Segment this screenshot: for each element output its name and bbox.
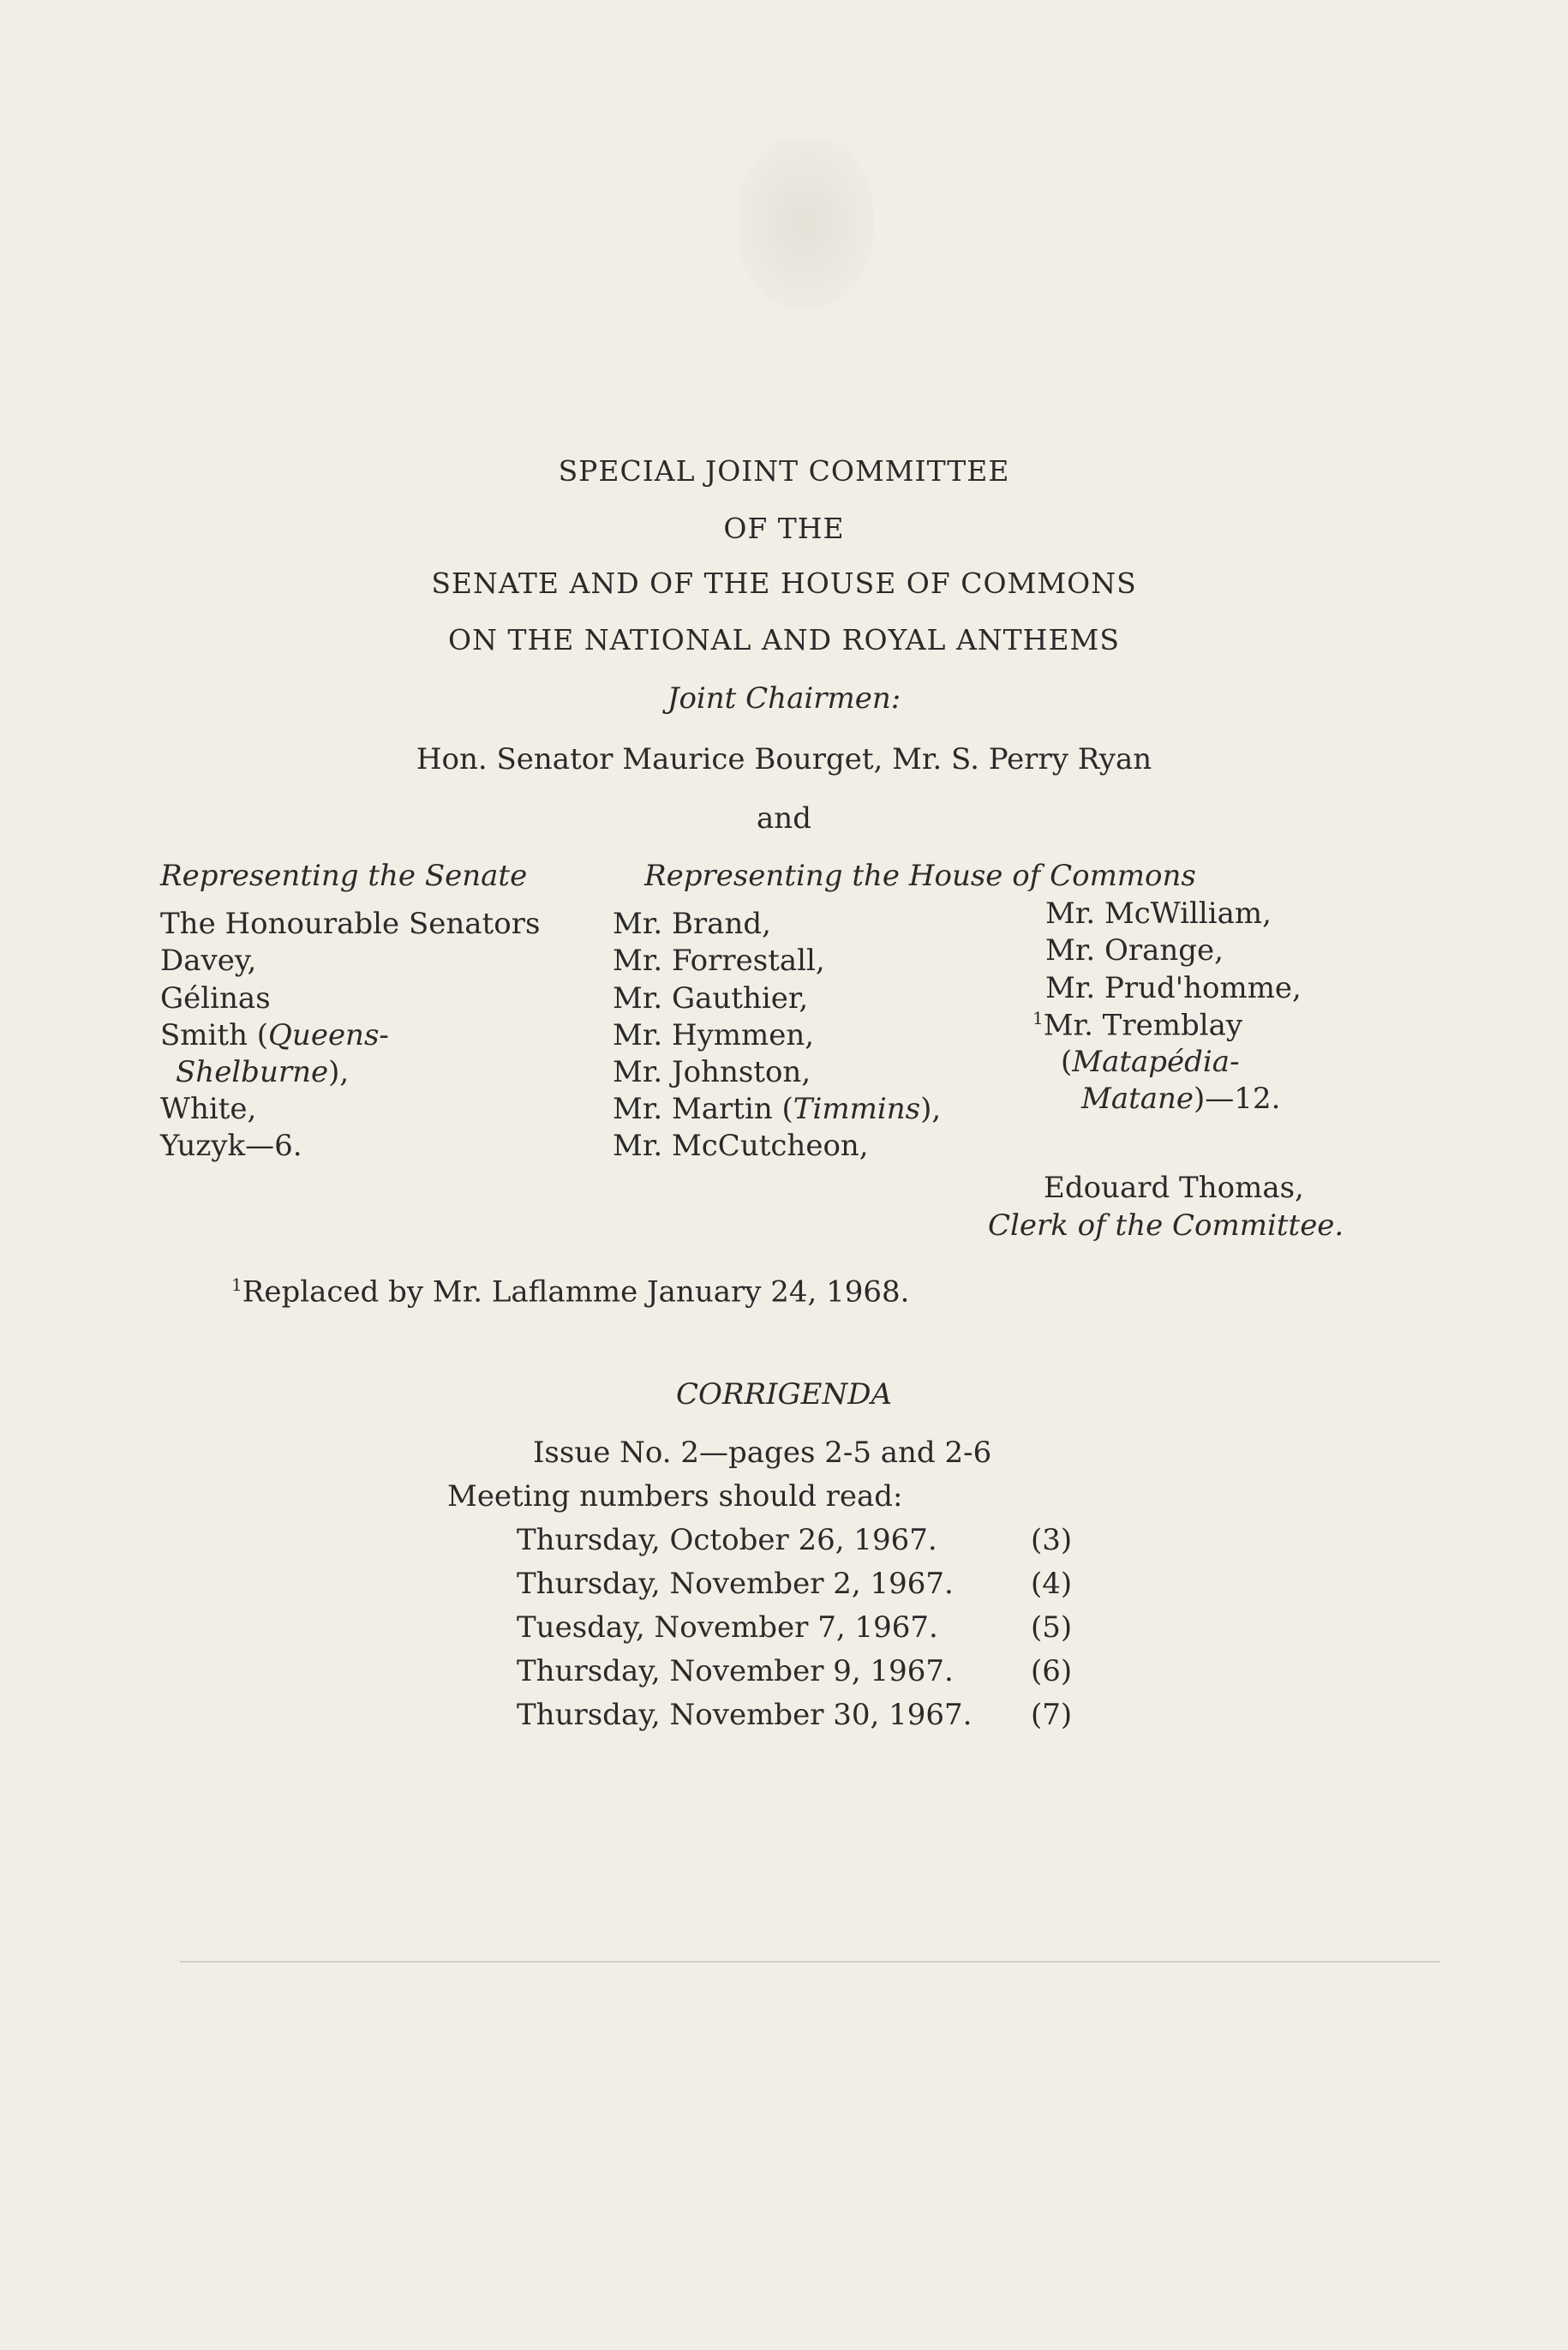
corrigenda-intro: Meeting numbers should read:	[447, 1479, 903, 1514]
corrigenda-heading: CORRIGENDA	[675, 1377, 893, 1412]
corrigenda-item: Thursday, November 30, 1967. (7)	[517, 1698, 1073, 1732]
title-line-1: SPECIAL JOINT COMMITTEE	[558, 454, 1010, 488]
title-line-3: SENATE AND OF THE HOUSE OF COMMONS	[431, 567, 1137, 600]
corrigenda-item: Thursday, November 9, 1967. (6)	[517, 1654, 1073, 1688]
footnote: $^1$Replaced by Mr. Laflamme January 24, 1968.	[231, 1274, 910, 1310]
member-tremblay: $^1$Mr. Tremblay	[1032, 1008, 1243, 1043]
member-mcwilliam: Mr. McWilliam,	[1045, 896, 1272, 931]
corrigenda-issue: Issue No. 2—pages 2-5 and 2-6	[533, 1436, 992, 1470]
joint-chairmen-label: Joint Chairmen:	[667, 681, 901, 716]
house-heading: Representing the House of Commons	[644, 859, 1196, 893]
member-tremblay-riding-1: (Matapédia-	[1061, 1045, 1240, 1079]
member-orange: Mr. Orange,	[1045, 933, 1224, 968]
corrigenda-item: Thursday, October 26, 1967. (3)	[517, 1523, 1073, 1557]
corrigenda-item: Tuesday, November 7, 1967. (5)	[517, 1610, 1073, 1645]
title-line-4: ON THE NATIONAL AND ROYAL ANTHEMS	[448, 623, 1120, 656]
member-gauthier: Mr. Gauthier,	[613, 981, 809, 1016]
corrigenda-item: Thursday, November 2, 1967. (4)	[517, 1567, 1073, 1601]
senate-heading: Representing the Senate	[160, 859, 528, 893]
senator-yuzyk: Yuzyk—6.	[160, 1129, 302, 1163]
member-prudhomme: Mr. Prud'homme,	[1045, 971, 1302, 1005]
member-mccutcheon: Mr. McCutcheon,	[613, 1129, 869, 1163]
senator-gelinas: Gélinas	[160, 981, 271, 1016]
member-hymmen: Mr. Hymmen,	[613, 1018, 815, 1052]
member-johnston: Mr. Johnston,	[613, 1055, 811, 1089]
member-forrestall: Mr. Forrestall,	[613, 944, 825, 978]
show-through-rule	[180, 1961, 1439, 1963]
senate-intro: The Honourable Senators	[160, 907, 541, 941]
and-connector: and	[757, 801, 811, 836]
senator-davey: Davey,	[160, 944, 257, 978]
senator-white: White,	[160, 1092, 257, 1126]
clerk-name: Edouard Thomas,	[1044, 1171, 1304, 1205]
member-martin: Mr. Martin (Timmins),	[613, 1092, 942, 1126]
joint-chairmen-names: Hon. Senator Maurice Bourget, Mr. S. Perry Ryan	[416, 742, 1152, 776]
show-through-seal	[737, 137, 874, 309]
senator-smith-riding: Shelburne),	[176, 1055, 350, 1089]
member-tremblay-riding-2: Matane)—12.	[1081, 1082, 1281, 1116]
clerk-title: Clerk of the Committee.	[988, 1208, 1344, 1243]
senator-smith: Smith (Queens-	[160, 1018, 389, 1052]
title-line-2: OF THE	[723, 512, 845, 545]
member-brand: Mr. Brand,	[613, 907, 771, 941]
